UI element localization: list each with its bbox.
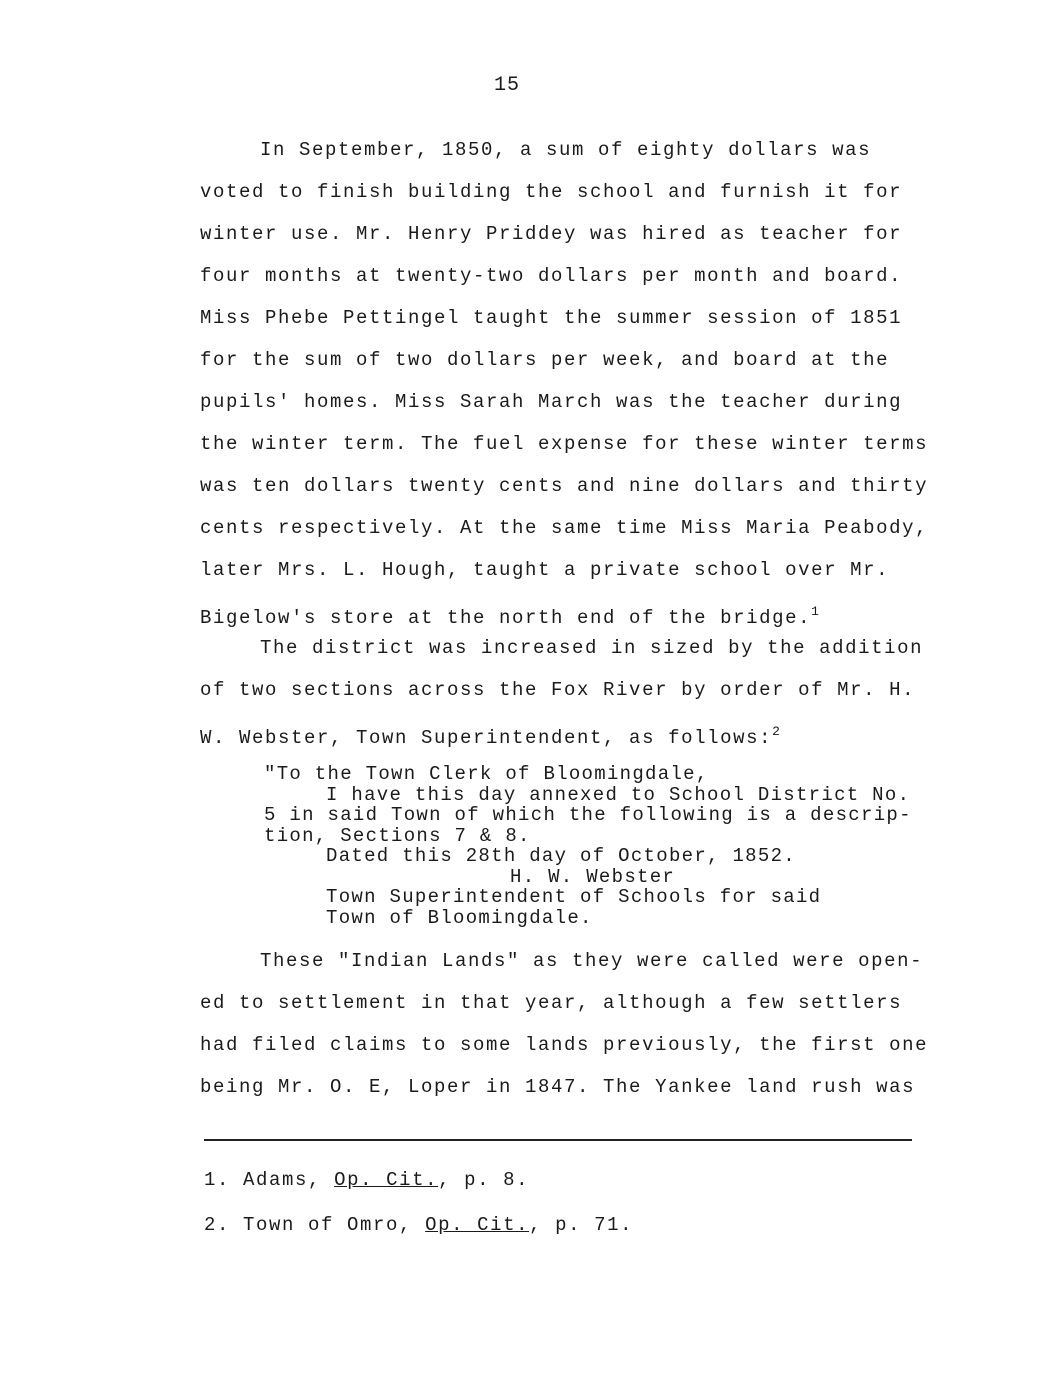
text-line: pupils' homes. Miss Sarah March was the teacher during — [200, 391, 903, 413]
footnote-ref-2: 2 — [772, 724, 782, 739]
footnote-page: , p. 71. — [529, 1214, 634, 1236]
text-line: four months at twenty-two dollars per month and board. — [200, 265, 903, 287]
paragraph-indian-lands — [200, 940, 929, 1108]
paragraph-district-expansion — [200, 627, 924, 753]
text-line: Miss Phebe Pettingel taught the summer session of 1851 — [200, 307, 903, 329]
text-line: The district was increased in sized by the addition — [260, 637, 924, 659]
footnotes — [204, 1158, 633, 1248]
quote-line: Town Superintendent of Schools for said — [326, 886, 822, 908]
footnote-author: Town of Omro, — [243, 1214, 413, 1236]
text-line — [200, 711, 920, 753]
text-line: cents respectively. At the same time Miss Maria Peabody, — [200, 517, 929, 539]
footnote-divider — [204, 1139, 912, 1141]
quote-line: 5 in said Town of which the following is a descrip- — [264, 804, 912, 826]
text-line: ed to settlement in that year, although a few settlers — [200, 992, 903, 1014]
text-line: was ten dollars twenty cents and nine dollars and thirty — [200, 475, 929, 497]
footnote-number: 1. — [204, 1169, 231, 1191]
footnote-citation: Op. Cit. — [425, 1214, 530, 1236]
footnote-citation: Op. Cit. — [334, 1169, 439, 1191]
footnote-author: Adams, — [243, 1169, 322, 1191]
quote-line: "To the Town Clerk of Bloomingdale, — [264, 763, 709, 785]
page-number: 15 — [494, 74, 521, 97]
text-line-content: W. Webster, Town Superintendent, as follows: — [200, 727, 773, 749]
paragraph-school-funding — [200, 129, 929, 633]
footnote-number: 2. — [204, 1214, 231, 1236]
footnote-2 — [204, 1203, 633, 1248]
footnote-page: , p. 8. — [438, 1169, 530, 1191]
text-line: later Mrs. L. Hough, taught a private school over Mr. — [200, 559, 890, 581]
text-line-content: Bigelow's store at the north end of the bridge. — [200, 607, 812, 629]
quote-signature: H. W. Webster — [510, 865, 676, 888]
block-quote-letter — [264, 764, 924, 928]
quote-line: tion, Sections 7 & 8. — [264, 824, 531, 847]
text-line: These "Indian Lands" as they were called were open- — [260, 950, 924, 972]
text-line: for the sum of two dollars per week, and board at the — [200, 349, 890, 371]
text-line: In September, 1850, a sum of eighty dollars was — [260, 139, 872, 161]
text-line: had filed claims to some lands previously, the first one — [200, 1034, 929, 1056]
footnote-ref-1: 1 — [811, 604, 821, 619]
text-line: voted to finish building the school and furnish it for — [200, 181, 903, 203]
quote-line: Town of Bloomingdale. — [326, 906, 593, 929]
text-line: being Mr. O. E, Loper in 1847. The Yankee land rush was — [200, 1076, 916, 1098]
quote-line: Dated this 28th day of October, 1852. — [326, 845, 796, 867]
text-line: of two sections across the Fox River by order of Mr. H. — [200, 679, 916, 701]
text-line: the winter term. The fuel expense for these winter terms — [200, 433, 929, 455]
text-line: winter use. Mr. Henry Priddey was hired as teacher for — [200, 223, 903, 245]
quote-line: I have this day annexed to School District No. — [326, 783, 911, 806]
footnote-1 — [204, 1158, 633, 1203]
